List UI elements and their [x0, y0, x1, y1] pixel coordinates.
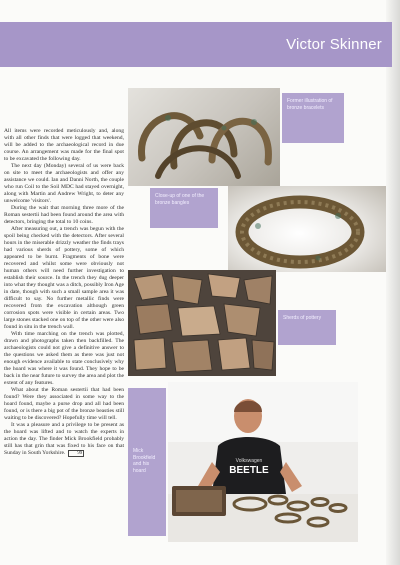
- photo-finder-with-hoard: [168, 382, 358, 542]
- bangle-illustration: [228, 186, 386, 272]
- article-paragraph: What about the Roman sestertii that had been found? Were they associated in some way to the hoard found, maybe a purse drop and all had been found, or is there a big pot of the bronze beasties still waiting to be discovered? Hopefully time will tell.: [4, 387, 124, 421]
- article-paragraph: It was a pleasure and a privilege to be present as the hoard was lifted and to watch the experts in action the day. The finder Mick Brookfield probably still has that grin that was fixed to his face on that Sunday in South Yorkshire.: [4, 422, 124, 456]
- finder-illustration: [168, 382, 358, 542]
- article-paragraph: All items were recorded meticulously and, along with all other finds that were logged that weekend, will be added to the archaeological record in due course. An arrangement was made for the final spot to be excavated the following day.: [4, 128, 124, 162]
- shirt-text-line2: BEETLE: [229, 465, 269, 476]
- caption-box-bracelets: [282, 93, 344, 143]
- page-edge-shadow: [386, 0, 400, 565]
- bangle-texture: [242, 202, 358, 262]
- article-paragraph: During the wait that morning three more of the Roman sestertii had been found around the area with detectors, bringing the total to 10 coins.: [4, 205, 124, 225]
- article-paragraph: After measuring out, a trench was begun with the spoil being checked with the detectors. After several hours in the miserable drizzly weather the finds trays had various sherds of pottery, some of which appeared to be burnt. Fragments of bone were recovered and whilst some were obviously not human others will need further investigation to establish their source. In the trench they dug deeper into what they thought was a ditch, possibly Iron Age in date, though with such a small sample area it was difficult to say. No further metallic finds were recovered from the excavation although green corrosion spots were visible in certain areas. Two large stones stacked one on top of the other were also found in situ in the trench wall.: [4, 226, 124, 330]
- bracelet-4: [158, 148, 238, 176]
- page-number: 99: [68, 450, 84, 457]
- caption-finder: Mick Brookfield and his hoard: [133, 448, 156, 474]
- article-paragraph: With time marching on the trench was plotted, drawn and photographs taken then backfilled. The archaeologists could not give a definitive answer to the questions we asked them as there was just not enough evidence available to state conclusively why the hoard was where it was found. They hope to be back in the near future to survey the area and plot the extent of any features.: [4, 331, 124, 386]
- article-paragraph: The next day (Monday) several of us were back on site to meet the archaeologists and offer any assistance we could. Ian and Danni North, the couple who run Coil to the Soil MDC had stayed overnight, along with Martin and Andrew Wright, to deter any unwelcome 'visitors'.: [4, 163, 124, 204]
- photo-bangle-closeup: [228, 186, 386, 272]
- photo-pottery-sherds: [128, 270, 276, 376]
- caption-box-sherds: [278, 310, 336, 345]
- sherds-illustration: [128, 270, 276, 376]
- caption-sherds: Sherds of pottery: [283, 315, 322, 321]
- bracelets-illustration: [128, 88, 280, 186]
- photo-bronze-bracelets: [128, 88, 280, 186]
- caption-box-finder: [128, 388, 166, 536]
- shirt-text-line1: Volkswagen: [235, 458, 263, 464]
- caption-bracelets: Former illustration of bronze bracelets: [287, 98, 333, 111]
- caption-closeup: Close-up of one of the bronze bangles: [155, 193, 205, 206]
- article-body: [4, 128, 124, 457]
- author-name: Victor Skinner: [286, 36, 382, 53]
- caption-box-closeup: [150, 188, 218, 228]
